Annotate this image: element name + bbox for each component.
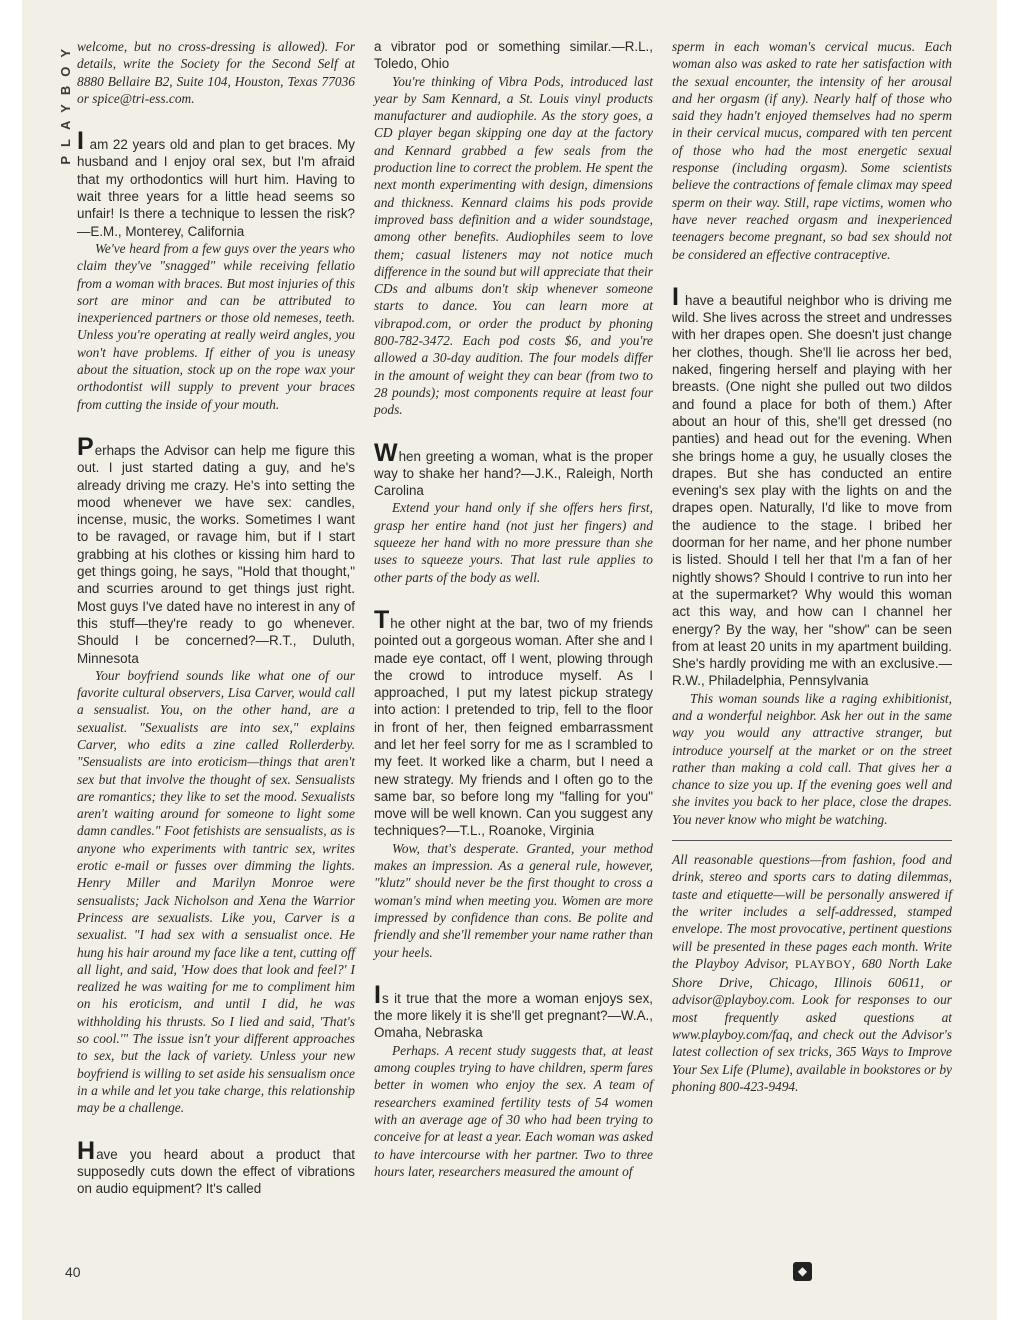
drop-initial: I — [672, 282, 679, 311]
advisor-footer-note — [672, 851, 952, 1095]
question-vibration — [77, 1136, 355, 1198]
answer-continued: sperm in each woman's cervical mucus. Each woman also was asked to rate her satisfaction with the sexual encounter, the intensity of her arousal and her orgasm (if any). Nearly half of those who said they hadn't enjoyed themselves had no sperm in their cervical mucus, compared with ten percent of those who had the most energetic sexual response (including orgasm). Some scientists believe the contractions of female climax may speed sperm on their way. Still, rape victims, women who have never reached orgasm and inexperienced teenagers become pregnant, so bad sex should not be considered an effective contraceptive. — [672, 39, 952, 262]
column-1 — [77, 38, 355, 1197]
playboy-bunny-icon: ◆ — [793, 1262, 812, 1281]
drop-initial: W — [374, 438, 398, 467]
drop-initial: T — [374, 605, 390, 634]
question-text: erhaps the Advisor can help me figure this out. I just started dating a guy, and he's already driving me crazy. He's into setting the mood whenever we have sex: candles, incense, music, the works. Sometimes I want to be ravaged, or ravage him, but if I start grabbing at his clothes or kissing him hard to get things going, he says, "Hold that thought," and scurries around to get things just right. Most guys I've dated have no interest in any of this stuff—they're ready to go whenever. Should I be concerned?—R.T., Duluth, Minnesota — [77, 442, 355, 666]
question-neighbor — [672, 282, 952, 690]
footer-text: All reasonable questions—from fashion, food and drink, stereo and sports cars to dating dilemmas, taste and etiquette—will be personally answered if the writer includes a self-addressed, stamped envelope. The most provocative, pertinent questions will be presented in these pages each month. Write the Playboy Advisor, — [672, 852, 952, 971]
question-text: ave you heard about a product that supposedly cuts down the effect of vibrations on audio equipment? It's called — [77, 1146, 355, 1197]
drop-initial: I — [374, 980, 381, 1009]
question-braces — [77, 127, 355, 240]
footer-playboy: PLAYBOY — [795, 958, 852, 971]
footer-text: , 680 North Lake Shore Drive, Chicago, Illinois 60611, or advisor@playboy.com. Look for responses to our most frequently asked questions at www.playboy.com/faq, and check out the Advisor's latest collection of sex tricks, 365 Ways to Improve Your Sex Life (Plume), available in bookstores or by phoning 800-423-9494. — [672, 955, 952, 1094]
question-handshake — [374, 438, 653, 500]
answer-vibra-pods: You're thinking of Vibra Pods, introduced last year by Sam Kennard, a St. Louis vinyl products manufacturer and audiophile. As the story goes, a CD player began skipping one day at the factory and Kennard grabbed a few seals from the production line to correct the problem. He spent the next month experimenting with design, dimensions and thickness. Kennard claims his pods provide improved bass definition and a wider soundstage, among other benefits. Audiophiles seem to love them; casual listeners may not notice much difference in the sound but will appreciate that their CDs and albums don't skip whenever someone starts to dance. You can learn more at vibrapod.com, or order the product by phoning 800-782-3472. Each pod costs $6, and you're allowed a 30-day audition. The four models differ in the amount of weight they can bear (from two to 28 pounds); most components require at least four pods. — [374, 73, 653, 418]
drop-initial: H — [77, 1136, 96, 1165]
answer-pickup: Wow, that's desperate. Granted, your method makes an impression. As a general rule, however, "klutz" should never be the first thought to cross a woman's mind when meeting you. Women are more impressed by confidence than cons. Be polite and friendly and she'll remember your name rather than your heels. — [374, 840, 653, 960]
question-text: have a beautiful neighbor who is driving me wild. She lives across the street and undresses with her drapes open. She doesn't just change her clothes, though. She'll lie across her bed, naked, fingering herself and playing with her breasts. (One night she pulled out two dildos and found a place for both of them.) After about an hour of this, she'll get dressed (no panties) and head out for the evening. When she brings home a guy, he usually closes the drapes. But she has conducted an entire evening's sex play with the lights on and the drapes open. Naturally, I'd like to move from the audience to the stage. I bribed her doorman for her name, and her phone number is listed. Should I tell her that I'm a fan of her nightly shows? Should I contrive to run into her at the supermarket? Why would this woman act this way, and how can I channel her energy? By the way, her "show" can be seen from at least 20 units in my apartment building. She's hardly providing me with an exclusive.—R.W., Philadelphia, Pennsylvania — [672, 292, 952, 689]
running-head: PLAYBOY — [58, 40, 73, 165]
answer-handshake: Extend your hand only if she offers hers first, grasp her entire hand (not just her fingers) and squeeze her hand with no more pressure than she uses to squeeze yours. That last rule applies to other parts of the body as well. — [374, 500, 653, 585]
question-text: s it true that the more a woman enjoys sex, the more likely it is she'll get pregnant?—W.A., Omaha, Nebraska — [374, 990, 653, 1041]
question-pickup — [374, 605, 653, 840]
page-number: 40 — [65, 1264, 81, 1280]
answer-pregnancy: Perhaps. A recent study suggests that, at least among couples trying to have children, sperm fares better in women who enjoy the sex. A team of researchers examined fertility tests of 54 women with an average age of 30 who had been trying to conceive for at least a year. Each woman was asked to have intercourse with her partner. Two to three hours later, researchers measured the amount of — [374, 1042, 653, 1179]
answer-sensualist: Your boyfriend sounds like what one of our favorite cultural observers, Lisa Carver, would call a sensualist. You, on the other hand, are a sexualist. "Sexualists are into sex," explains Carver, who edits a zine called Rollerderby. "Sensualists are into eroticism—things that aren't sex but that involve the thought of sex. Sensualists are romantics; they like to set the mood. Sexualists aren't waiting around for someone to light some damn candles." Foot fetishists are sensualists, as is anyone who experiments with tantric sex, writes erotic e-mail or fusses over dimming the lights. Henry Miller and Marilyn Monroe were sensualists; Jack Nicholson and Xena the Warrior Princess are sexualists. Like you, Carver is a sexualist. "I had sex with a sensualist once. He hung his hair around my face like a tent, cutting off all light, and said, 'How does that look and feel?' I realized he was waiting for me to compliment him on his eroticism, and until I did, he was withholding his thrusts. So I lied and said, 'That's so cool.'" The issue isn't your different approaches to sex, but the lack of variety. Unless your new boyfriend is willing to set aside his sensualism once in a while and let you take charge, this relationship may be a challenge. — [77, 667, 355, 1116]
drop-initial: I — [77, 127, 84, 156]
question-continued: a vibrator pod or something similar.—R.L., Toledo, Ohio — [374, 39, 653, 72]
answer-continued: welcome, but no cross-dressing is allowed). For details, write the Society for the Second Self at 8880 Bellaire B2, Suite 104, Houston, Texas 77036 or spice@tri-ess.com. — [77, 39, 355, 106]
column-3 — [672, 38, 952, 1095]
question-text: am 22 years old and plan to get braces. My husband and I enjoy oral sex, but I'm afraid that my orthodontics will hurt him. Having to wait three years for a little head seems so unfair! Is there a technique to lessen the risk?—E.M., Monterey, California — [77, 137, 355, 239]
question-pregnancy — [374, 980, 653, 1042]
answer-braces: We've heard from a few guys over the years who claim they've "snagged" while receiving fellatio from a woman with braces. But most injuries of this sort are minor and can be attributed to inexperienced partners or those old nemeses, teeth. Unless you're operating at really weird angles, you won't have problems. If either of you is uneasy about the situation, stock up on the rope wax your orthodontist will supply to prevent your braces from cutting the inside of your mouth. — [77, 240, 355, 412]
divider-rule — [672, 840, 952, 841]
drop-initial: P — [77, 432, 94, 461]
column-2 — [374, 38, 653, 1180]
question-sensualist — [77, 432, 355, 667]
answer-neighbor: This woman sounds like a raging exhibitionist, and a wonderful neighbor. Ask her out in the same way you would any attractive stranger, but introduce yourself at the market or on the street rather than making a cold call. That gives her a chance to size you up. If the evening goes well and she invites you back to her place, close the drapes. You never know who might be watching. — [672, 690, 952, 827]
question-text: hen greeting a woman, what is the proper way to shake her hand?—J.K., Raleigh, North Carolina — [374, 448, 653, 499]
question-text: he other night at the bar, two of my friends pointed out a gorgeous woman. After she and I made eye contact, off I went, plowing through the crowd to introduce myself. As I approached, I put my latest pickup strategy into action: I pretended to trip, fell to the floor in front of her, then feigned embarrassment and let her feel sorry for me as I scrambled to my feet. It worked like a charm, but I need a new strategy. My friends and I often go to the same bar, so before long my "falling for you" move will be well known. Can you suggest any techniques?—T.L., Roanoke, Virginia — [374, 615, 653, 839]
